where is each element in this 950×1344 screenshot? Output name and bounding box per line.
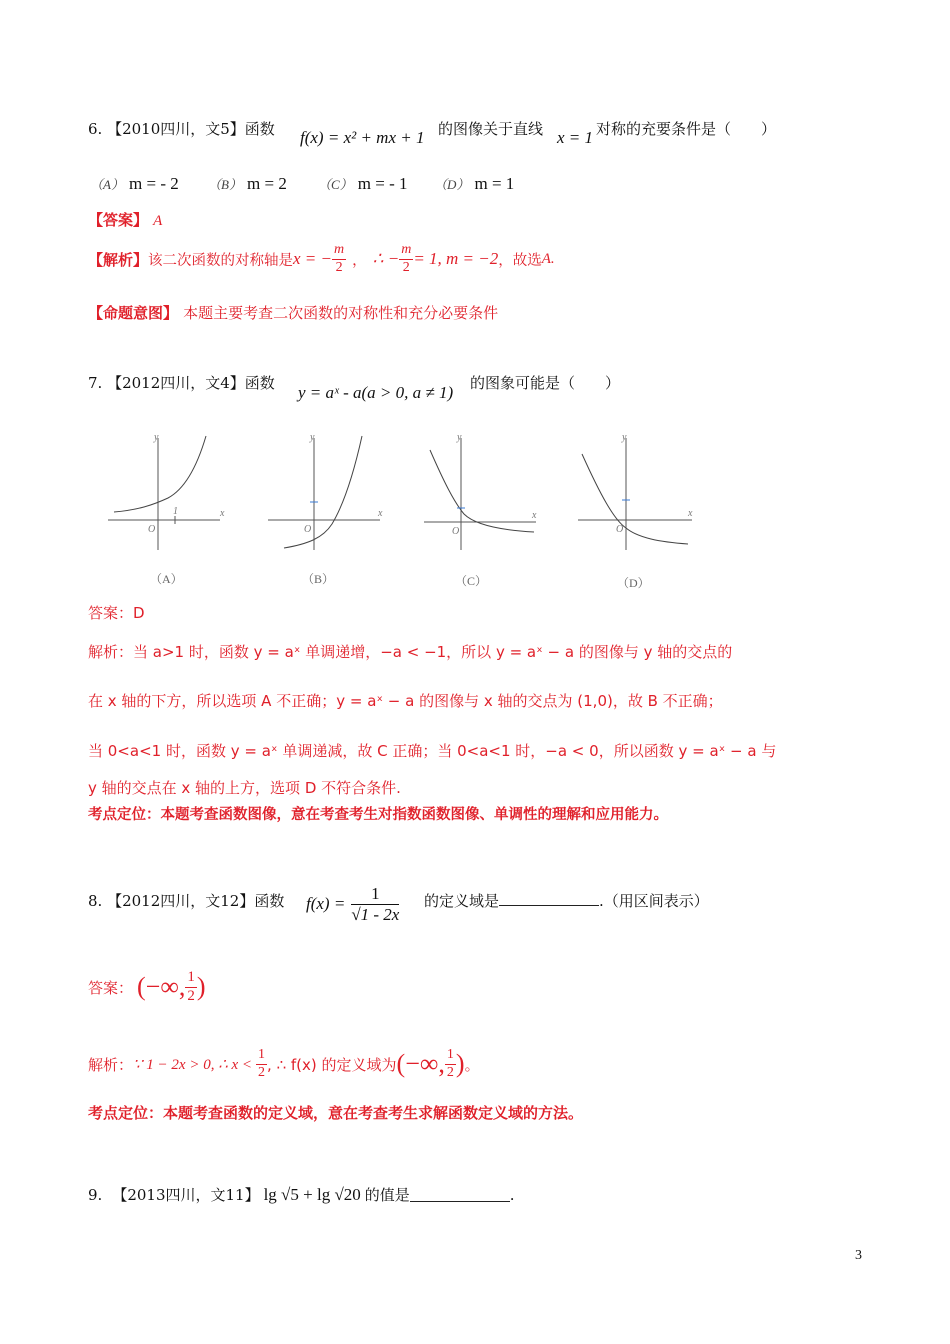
graph-a-origin: O	[148, 524, 156, 535]
q6-option-d-label: （D）	[434, 177, 470, 192]
q8-tail-post: .（用区间表示）	[599, 892, 709, 910]
q6-intent-label: 【命题意图】	[88, 304, 179, 322]
q6-answer-value: A	[153, 213, 163, 229]
q6-option-d	[434, 174, 514, 194]
graph-b-y-label: y	[310, 432, 315, 443]
q6-analysis-therefore: ∴ −	[372, 249, 400, 268]
graph-a-caption: （A）	[150, 572, 183, 586]
q6-answer	[88, 209, 162, 230]
q9-tail-pre: 的值是	[364, 1186, 410, 1204]
q8-analysis-frac-den: 2	[258, 1064, 266, 1080]
q6-option-b-expr: m = 2	[247, 174, 287, 193]
q8-analysis-frac-num: 1	[256, 1047, 267, 1064]
q8-answer-left: (−∞,	[137, 972, 186, 1001]
graph-d-curve	[582, 454, 688, 544]
q7-answer: 答案：D	[88, 604, 145, 622]
graph-d-caption: （D）	[617, 576, 650, 590]
graph-a-y-label: y	[154, 432, 159, 443]
q8-analysis-frac	[256, 1047, 267, 1080]
q8-analysis-expr: ∵ 1 − 2x > 0, ∴ x <	[133, 1056, 253, 1073]
q7-analysis-line-1: 解析：当 a>1 时，函数 y = aˣ 单调递增，−a < −1，所以 y = aˣ − a 的图像与 y 轴的交点的	[88, 643, 733, 661]
q6-analysis-frac1	[332, 242, 346, 275]
q8-stem	[88, 890, 284, 911]
q8-tail	[424, 890, 709, 911]
q8-analysis-frac2-den: 2	[446, 1064, 454, 1080]
q8-answer	[88, 962, 206, 1012]
q8-point: 考点定位：本题考查函数的定义域，意在考查考生求解函数定义域的方法。	[88, 1104, 584, 1122]
graph-b-origin: O	[304, 524, 312, 535]
q6-analysis-frac2	[399, 242, 413, 275]
q9-number: 9.	[88, 1185, 103, 1204]
page-number: 3	[855, 1248, 862, 1263]
q8-answer-frac	[185, 969, 197, 1005]
q6-frac2-num: m	[399, 242, 413, 259]
q6-intent-text: 本题主要考查二次函数的对称性和充分必要条件	[183, 304, 499, 322]
graph-c	[424, 438, 536, 550]
graph-b-curve	[284, 436, 362, 548]
q6-analysis-end: ，故选	[498, 252, 542, 269]
q6-option-d-expr: m = 1	[474, 174, 515, 193]
q6-option-c	[318, 174, 408, 194]
q8-analysis-label: 解析：	[88, 1055, 134, 1074]
graph-c-x-label: x	[532, 510, 537, 521]
q9-tail-post: .	[509, 1185, 515, 1204]
q7-formula: y = aˣ - a(a > 0, a ≠ 1)	[298, 383, 454, 402]
graph-b-x-label: x	[378, 508, 383, 519]
q6-line-eq: x = 1	[557, 128, 594, 147]
q7-number: 7.	[88, 374, 103, 392]
q8-answer-den: 2	[187, 987, 195, 1004]
q8-formula-lhs: f(x) =	[306, 894, 346, 914]
q7-analysis-line-4: y 轴的交点在 x 轴的上方，选项 D 不符合条件.	[88, 779, 401, 797]
q9-formula: lg √5 + lg √20	[263, 1184, 361, 1204]
q7-graphs	[108, 432, 708, 592]
graph-a-one: 1	[173, 506, 178, 517]
q8-formula-frac	[351, 884, 399, 924]
q6-frac2-den: 2	[402, 259, 410, 275]
q8-answer-num: 1	[185, 969, 197, 987]
q6-mid-text: 的图像关于直线	[438, 120, 544, 138]
graph-a-curve	[114, 436, 206, 512]
q8-tail-pre: 的定义域是	[424, 892, 500, 910]
graph-d-x-label: x	[688, 508, 693, 519]
q6-frac1-den: 2	[335, 259, 343, 275]
q8-answer-blank[interactable]	[499, 891, 599, 906]
q6-option-c-expr: m = - 1	[357, 174, 408, 193]
q6-option-a-label: （A）	[90, 177, 124, 192]
q9-answer-blank[interactable]	[410, 1187, 510, 1202]
graph-b-caption: （B）	[302, 572, 335, 586]
q8-analysis-frac2	[445, 1047, 456, 1080]
q8-analysis-left: (−∞,	[396, 1049, 445, 1078]
graph-b	[268, 436, 380, 550]
q7-source: 【2012四川，文4】函数	[107, 374, 275, 392]
q6-analysis-eq2: = 1, m = −2	[413, 249, 499, 268]
graph-a-x-label: x	[220, 508, 225, 519]
q6-analysis-text: 该二次函数的对称轴是	[148, 252, 294, 269]
q6-number: 6.	[88, 120, 103, 138]
q6-option-b-label: （B）	[208, 177, 242, 192]
q6-intent	[88, 302, 498, 323]
graph-c-caption: （C）	[455, 574, 488, 588]
q6-formula: f(x) = x² + mx + 1	[300, 128, 425, 147]
graph-d	[578, 438, 692, 550]
graph-c-curve	[430, 450, 534, 532]
q9-source: 【2013四川，文11】	[112, 1186, 260, 1204]
q8-analysis-frac2-num: 1	[445, 1047, 456, 1064]
graph-a	[108, 436, 220, 550]
q9-stem	[88, 1184, 515, 1205]
q6-analysis-sep: ，	[352, 252, 367, 269]
graph-d-y-label: y	[622, 432, 627, 443]
q8-number: 8.	[88, 892, 103, 910]
q6-analysis	[88, 236, 555, 282]
q8-answer-label: 答案：	[88, 978, 134, 997]
q8-source: 【2012四川，文12】函数	[107, 892, 285, 910]
q6-option-a	[90, 174, 179, 194]
q8-analysis-end: 。	[464, 1055, 480, 1074]
q7-analysis-line-2: 在 x 轴的下方，所以选项 A 不正确；y = aˣ − a 的图像与 x 轴的交点为 (1,0)，故 B 不正确；	[88, 692, 723, 710]
q7-tail: 的图象可能是（ ）	[470, 374, 621, 392]
q8-formula-den: √1 - 2x	[351, 904, 400, 924]
q6-option-a-expr: m = - 2	[129, 174, 179, 193]
q6-tail: 对称的充要条件是（ ）	[596, 120, 777, 138]
q8-formula	[306, 884, 399, 924]
graph-d-origin: O	[616, 524, 624, 535]
q7-analysis-line-3: 当 0<a<1 时，函数 y = aˣ 单调递减，故 C 正确；当 0<a<1 时，−a < 0，所以函数 y = aˣ − a 与	[88, 742, 777, 760]
q6-analysis-eq1: x = −	[293, 249, 333, 268]
q6-analysis-label: 【解析】	[88, 250, 149, 269]
q8-analysis-right: )	[455, 1049, 465, 1078]
q6-option-c-label: （C）	[318, 177, 353, 192]
q7-point: 考点定位：本题考查函数图像，意在考查考生对指数函数图像、单调性的理解和应用能力。	[88, 807, 668, 823]
q8-analysis	[88, 1040, 480, 1088]
q6-analysis-choice: A.	[541, 250, 555, 267]
q6-answer-label: 【答案】	[88, 211, 149, 229]
graph-c-origin: O	[452, 526, 460, 537]
q6-option-b	[208, 174, 287, 194]
q8-formula-num: 1	[351, 884, 399, 905]
q8-answer-right: )	[196, 972, 206, 1001]
q6-source: 【2010四川，文5】函数	[107, 120, 275, 138]
q6-stem	[88, 118, 275, 139]
q8-analysis-mid: , ∴ f(x) 的定义域为	[267, 1055, 397, 1074]
q7-stem	[88, 372, 275, 393]
graph-c-y-label: y	[457, 432, 462, 443]
q6-frac1-num: m	[332, 242, 346, 259]
